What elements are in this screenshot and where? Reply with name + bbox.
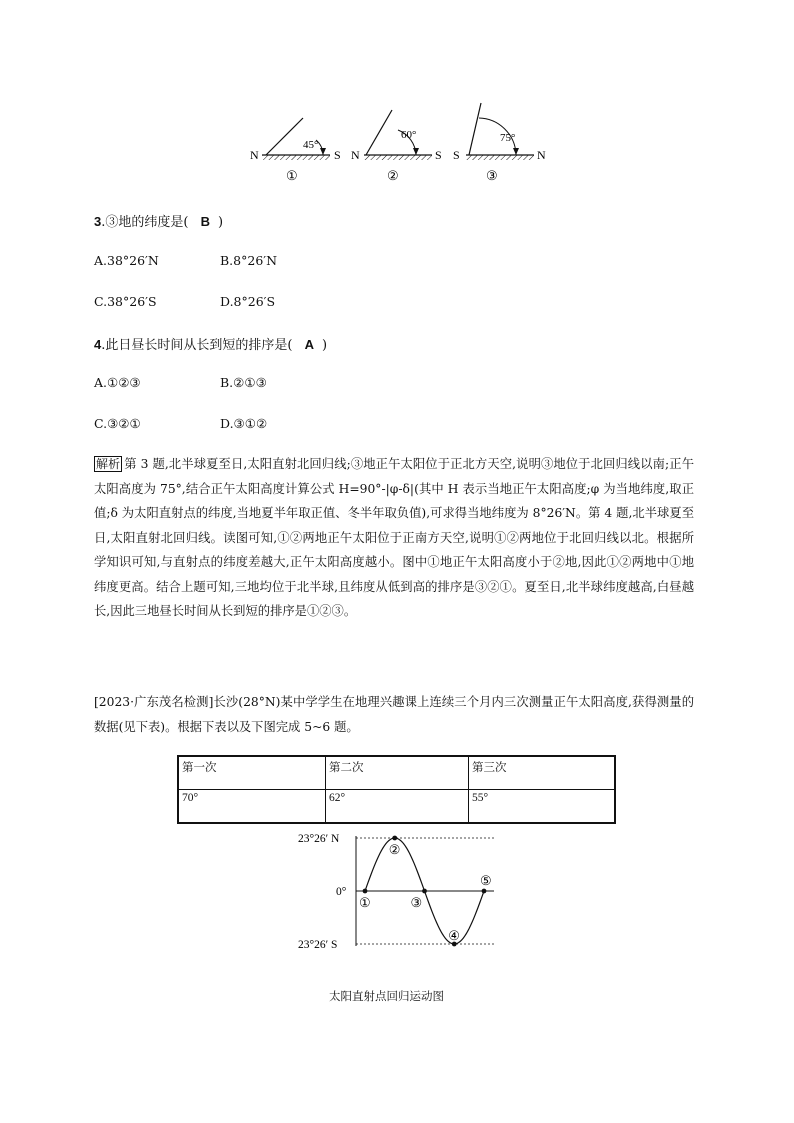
noon-sun-figure: [240, 98, 560, 186]
table-header-3: 第三次: [469, 756, 616, 790]
diagram-3-index: ③: [486, 168, 498, 183]
question-4-answer: A: [304, 337, 314, 352]
label-north: 23°26′ N: [298, 833, 340, 845]
point-label-5: ⑤: [480, 873, 492, 888]
analysis-paragraph: [94, 452, 694, 624]
point-label-1: ①: [359, 895, 371, 910]
chart-caption: 太阳直射点回归运动图: [329, 989, 444, 1003]
q3-option-a: A.38°26′N: [94, 253, 159, 268]
solar-migration-chart: [290, 828, 500, 958]
diagram-2-right: S: [435, 148, 442, 162]
table-row: [178, 790, 615, 824]
question-4-number: 4: [94, 337, 102, 352]
diagram-2-left: N: [351, 148, 360, 162]
diagram-1-left: N: [250, 148, 259, 162]
q4-option-b: B.②①③: [220, 375, 267, 390]
point-label-2: ②: [388, 842, 401, 857]
question-3-stem: .③地的纬度是(: [101, 215, 189, 230]
question-3-number: 3: [94, 214, 102, 229]
point-2: [392, 836, 397, 841]
question-3-answer: B: [200, 214, 210, 229]
point-label-3: ③: [410, 895, 423, 910]
diagram-1-angle: 45°: [303, 139, 319, 151]
q3-option-b: B.8°26′N: [220, 253, 278, 268]
analysis-tag: 解析: [96, 457, 121, 471]
q4-option-c: C.③②①: [94, 416, 141, 431]
q4-option-d: D.③①②: [220, 416, 268, 431]
question-4: 4.此日昼长时间从长到短的排序是( A ): [94, 337, 328, 353]
diagram-3: [453, 103, 546, 183]
diagram-3-angle: 75°: [500, 132, 516, 144]
label-zero: 0°: [336, 886, 347, 898]
diagram-3-left: S: [453, 148, 460, 162]
diagram-1: [250, 118, 341, 183]
point-3: [422, 889, 427, 894]
diagram-1-index: ①: [286, 168, 298, 183]
diagram-1-right: S: [334, 148, 341, 162]
analysis-text: 第 3 题,北半球夏至日,太阳直射北回归线;③地正午太阳位于正北方天空,说明③地位于北回归线以南;正午太阳高度为 75°,结合正午太阳高度计算公式 H=90°-|φ-δ|(其中 H 表示当地正午太阳高度;φ 为当地纬度,取正值;δ 为太阳直射点的纬度,当地夏半年取正值、冬半年取负值),可求得当地纬度为 8°26′N。第 4 题,北半球夏至日,太阳直射北回归线。读图可知,①②两地正午太阳位于正南方天空,说明①②两地位于北回归线以北。根据所学知识可知,与直射点的纬度差越大,正午太阳高度越小。图中①地正午太阳高度小于②地,因此①②两地中①地纬度更高。结合上题可知,三地均位于北半球,且纬度从低到高的排序是③②①。夏至日,北半球纬度越高,白昼越长,因此三地昼长时间从长到短的排序是①②③。: [94, 457, 694, 618]
point-1: [363, 889, 368, 894]
q3-option-c: C.38°26′S: [94, 294, 157, 309]
q3-option-d: D.8°26′S: [220, 294, 276, 309]
table-value-1: 70°: [178, 790, 326, 824]
diagram-2-index: ②: [387, 168, 399, 183]
table-value-3: 55°: [469, 790, 616, 824]
diagram-2: [351, 110, 442, 183]
intro-paragraph: [2023·广东茂名检测]长沙(28°N)某中学学生在地理兴趣课上连续三个月内三次测量正午太阳高度,获得测量的数据(见下表)。根据下表以及下图完成 5~6 题。: [94, 695, 694, 734]
point-5: [482, 889, 487, 894]
table-header-1: 第一次: [178, 756, 326, 790]
table-header-2: 第二次: [326, 756, 469, 790]
label-south: 23°26′ S: [298, 939, 338, 951]
diagram-3-right: N: [537, 148, 546, 162]
question-3: 3.③地的纬度是( B ): [94, 214, 224, 230]
diagram-2-angle: 60°: [401, 129, 417, 141]
point-label-4: ④: [448, 928, 460, 943]
question-4-stem: .此日昼长时间从长到短的排序是(: [101, 338, 293, 353]
measurement-table: [177, 755, 616, 824]
q4-option-a: A.①②③: [94, 375, 141, 390]
table-value-2: 62°: [326, 790, 469, 824]
table-row: [178, 756, 615, 790]
